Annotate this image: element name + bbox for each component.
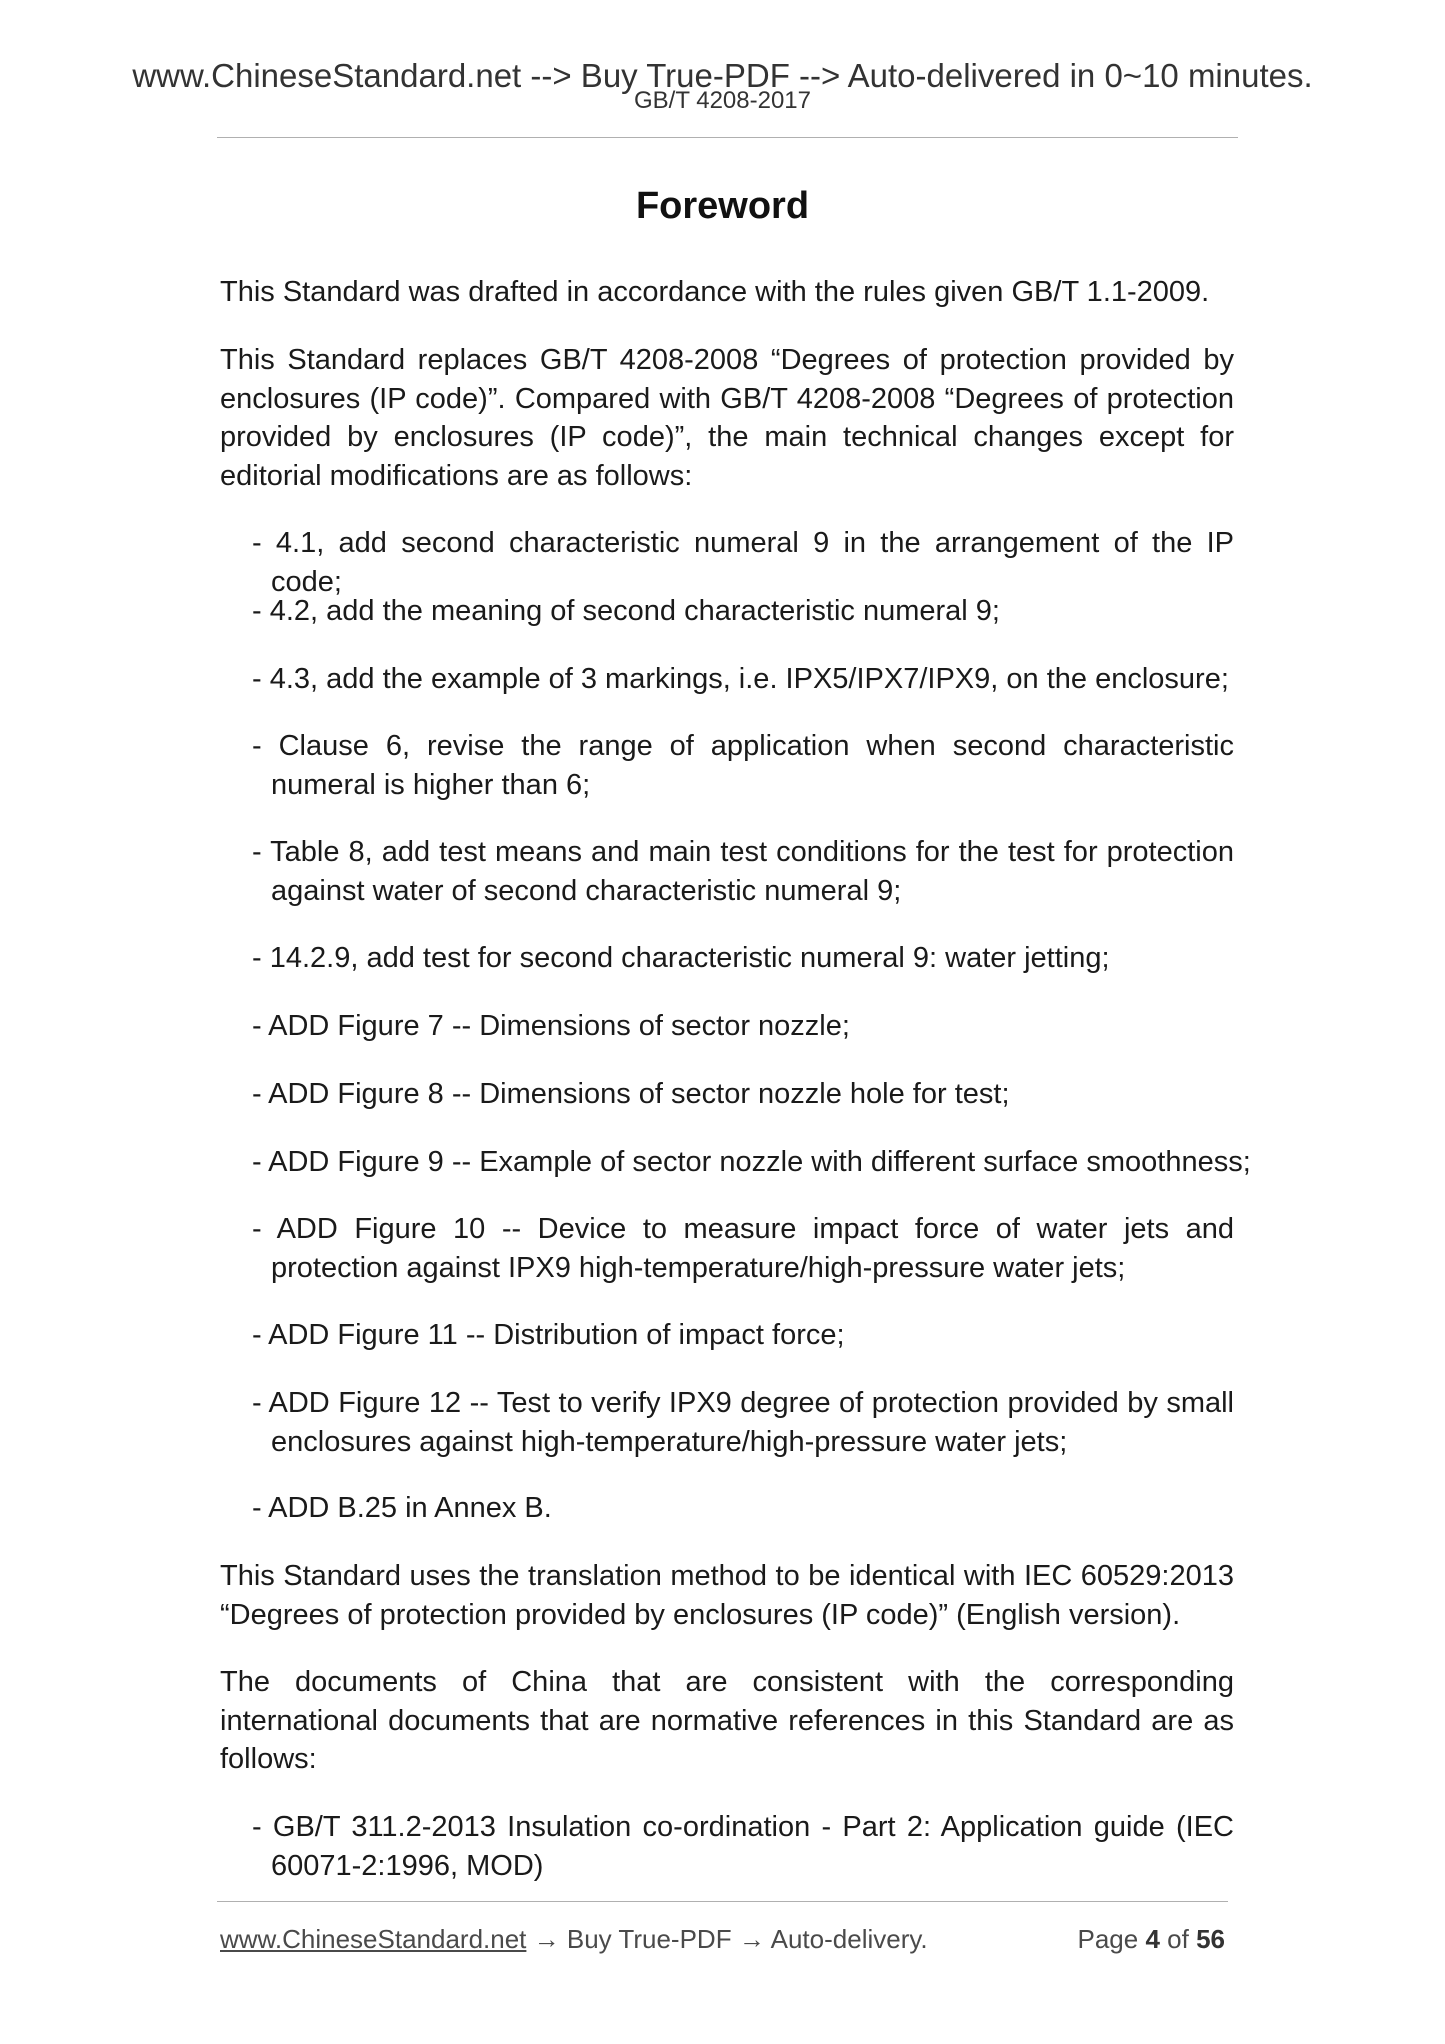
change-item: - 4.3, add the example of 3 markings, i.e. IPX5/IPX7/IPX9, on the enclosure; bbox=[252, 663, 1229, 695]
change-item: - 4.1, add second characteristic numeral 9 in the arrangement of the IP code; bbox=[252, 527, 1234, 598]
change-item: - 4.2, add the meaning of second characteristic numeral 9; bbox=[252, 595, 1000, 627]
arrow-right-icon: → bbox=[738, 1924, 765, 1954]
footer-buy-text: Buy True-PDF bbox=[566, 1924, 732, 1954]
page-number bbox=[1077, 1923, 1225, 1955]
standard-code: GB/T 4208-2017 bbox=[633, 87, 811, 114]
change-item: - ADD Figure 11 -- Distribution of impact force; bbox=[252, 1319, 845, 1351]
change-item: - Table 8, add test means and main test conditions for the test for protection against water of second characteristic numeral 9; bbox=[252, 836, 1234, 907]
paragraph-normative-references: The documents of China that are consistent with the corresponding international documents that are normative references in this Standard are as follows: bbox=[220, 1666, 1234, 1775]
page-label: Page bbox=[1077, 1924, 1139, 1954]
paragraph-translation-method: This Standard uses the translation method to be identical with IEC 60529:2013 “Degrees of protection provided by enclosures (IP code)” (English version). bbox=[220, 1560, 1234, 1631]
change-item: - ADD B.25 in Annex B. bbox=[252, 1492, 552, 1524]
page-current: 4 bbox=[1145, 1924, 1160, 1954]
footer-site-link[interactable]: www.ChineseStandard.net bbox=[220, 1924, 527, 1954]
top-banner: www.ChineseStandard.net --> Buy True-PDF --> Auto-delivered in 0~10 minutes. bbox=[132, 57, 1313, 94]
change-item: - ADD Figure 7 -- Dimensions of sector nozzle; bbox=[252, 1010, 850, 1042]
footer-promo bbox=[220, 1923, 928, 1955]
paragraph-replaces: This Standard replaces GB/T 4208-2008 “Degrees of protection provided by enclosures (IP code)”. Compared with GB/T 4208-2008 “Degrees of protection provided by enclosures (IP code)”, the main technical changes except for editorial modifications are as follows: bbox=[220, 344, 1234, 492]
paragraph-drafting-rules: This Standard was drafted in accordance with the rules given GB/T 1.1-2009. bbox=[220, 276, 1210, 308]
change-item: - ADD Figure 8 -- Dimensions of sector nozzle hole for test; bbox=[252, 1078, 1010, 1110]
change-item: - ADD Figure 12 -- Test to verify IPX9 degree of protection provided by small enclosures against high-temperature/high-pressure water jets; bbox=[252, 1387, 1234, 1458]
page-title: Foreword bbox=[635, 185, 810, 227]
page-of: of bbox=[1167, 1924, 1189, 1954]
change-item: - ADD Figure 10 -- Device to measure impact force of water jets and protection against IPX9 high-temperature/high-pressure water jets; bbox=[252, 1213, 1234, 1284]
footer-divider bbox=[217, 1901, 1228, 1902]
arrow-right-icon: → bbox=[533, 1924, 560, 1954]
change-item: - Clause 6, revise the range of application when second characteristic numeral is higher than 6; bbox=[252, 730, 1234, 801]
footer-delivery-text: Auto-delivery. bbox=[770, 1924, 928, 1954]
change-item: - 14.2.9, add test for second characteristic numeral 9: water jetting; bbox=[252, 942, 1110, 974]
reference-item: - GB/T 311.2-2013 Insulation co-ordination - Part 2: Application guide (IEC 60071-2:1996, MOD) bbox=[252, 1811, 1234, 1882]
page-total: 56 bbox=[1196, 1924, 1225, 1954]
change-item: - ADD Figure 9 -- Example of sector nozzle with different surface smoothness; bbox=[252, 1146, 1251, 1178]
header-divider bbox=[217, 137, 1238, 138]
